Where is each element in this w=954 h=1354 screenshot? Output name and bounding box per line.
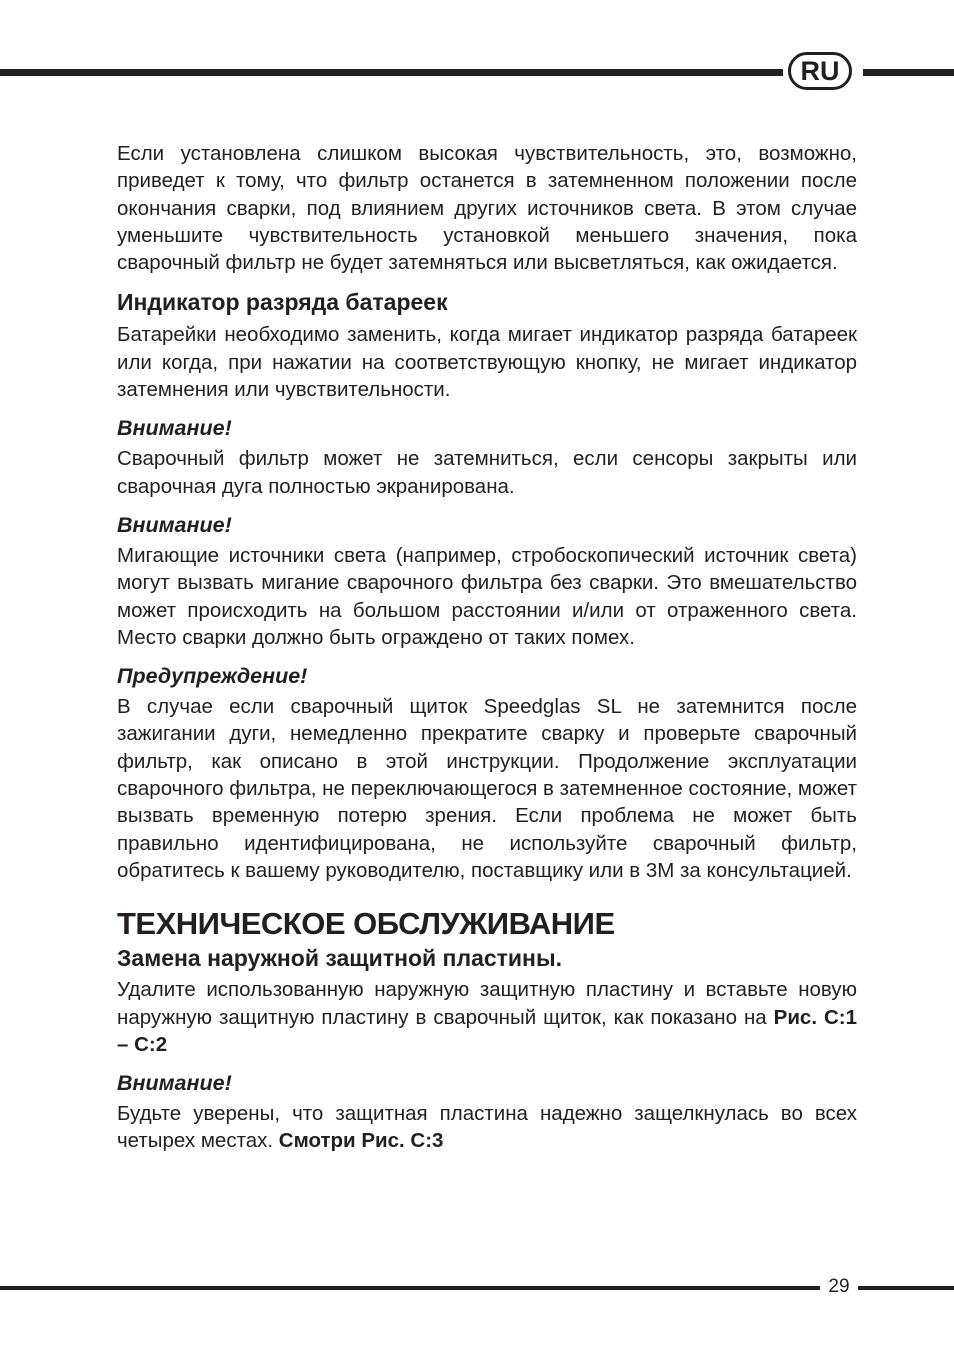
paragraph-attention-2: Мигающие источники света (например, стробоскопический источник света) могут вызвать мигание сварочного фильтра без сварки. Это вмешательство может происходить на большом расстоянии и/или от отраженного света. Место сварки должно быть ограждено от таких помех. xyxy=(117,543,857,649)
header-rule-right xyxy=(863,69,954,76)
replace-plate-text: Удалите использованную наружную защитную пластину и вставьте новую наружную защитную пластину в сварочный щиток, как показано на xyxy=(117,978,857,1029)
heading-attention-3: Внимание! xyxy=(117,1071,232,1096)
figure-reference-c1-c2: Рис. C:1 – C:2 xyxy=(117,1005,858,1056)
footer-rule xyxy=(0,1286,820,1290)
paragraph-attention-1: Сварочный фильтр может не затемниться, если сенсоры закрыты или сварочная дуга полностью экранирована. xyxy=(117,447,857,498)
heading-replace-plate: Замена наружной защитной пластины. xyxy=(117,945,562,972)
footer-rule-right xyxy=(858,1286,954,1290)
paragraph-attention-3 xyxy=(117,1100,857,1155)
page-number: 29 xyxy=(828,1276,850,1297)
heading-attention-2: Внимание! xyxy=(117,512,232,537)
heading-attention-1: Внимание! xyxy=(117,416,232,441)
header-rule xyxy=(0,69,783,76)
paragraph-battery: Батарейки необходимо заменить, когда мигает индикатор разряда батареек или когда, при нажатии на соответствующую кнопку, не мигает индикатор затемнения или чувствительности. xyxy=(117,323,857,402)
page-content xyxy=(117,140,857,1155)
paragraph-sensitivity: Если установлена слишком высокая чувствительность, это, возможно, приведет к тому, что фильтр останется в затемненном положении после окончания сварки, под влиянием других источников света. В этом случае уменьшите чувствительность установкой меньшего значения, пока сварочный фильтр не будет затемняться или высветляться, как ожидается. xyxy=(117,142,857,275)
language-badge: RU xyxy=(788,52,852,90)
paragraph-replace-plate xyxy=(117,976,857,1058)
heading-maintenance: ТЕХНИЧЕСКОЕ ОБСЛУЖИВАНИЕ xyxy=(117,906,615,942)
paragraph-warning: В случае если сварочный щиток Speedglas SL не затемнится после зажигании дуги, немедленно прекратите сварку и проверьте сварочный фильтр, как описано в этой инструкции. Продолжение эксплуатации сварочного фильтра, не переключающегося в затемненное состояние, может вызвать временную потерю зрения. Если проблема не может быть правильно идентифицирована, не используйте сварочный фильтр, обратитесь к вашему руководителю, поставщику или в 3М за консультацией. xyxy=(117,695,857,882)
figure-reference-c3: Смотри Рис. C:3 xyxy=(278,1129,444,1153)
heading-warning: Предупреждение! xyxy=(117,664,308,689)
attention-3-text: Будьте уверены, что защитная пластина надежно защелкнулась во всех четырех местах. xyxy=(117,1102,857,1153)
heading-battery-indicator: Индикатор разряда батареек xyxy=(117,289,448,316)
